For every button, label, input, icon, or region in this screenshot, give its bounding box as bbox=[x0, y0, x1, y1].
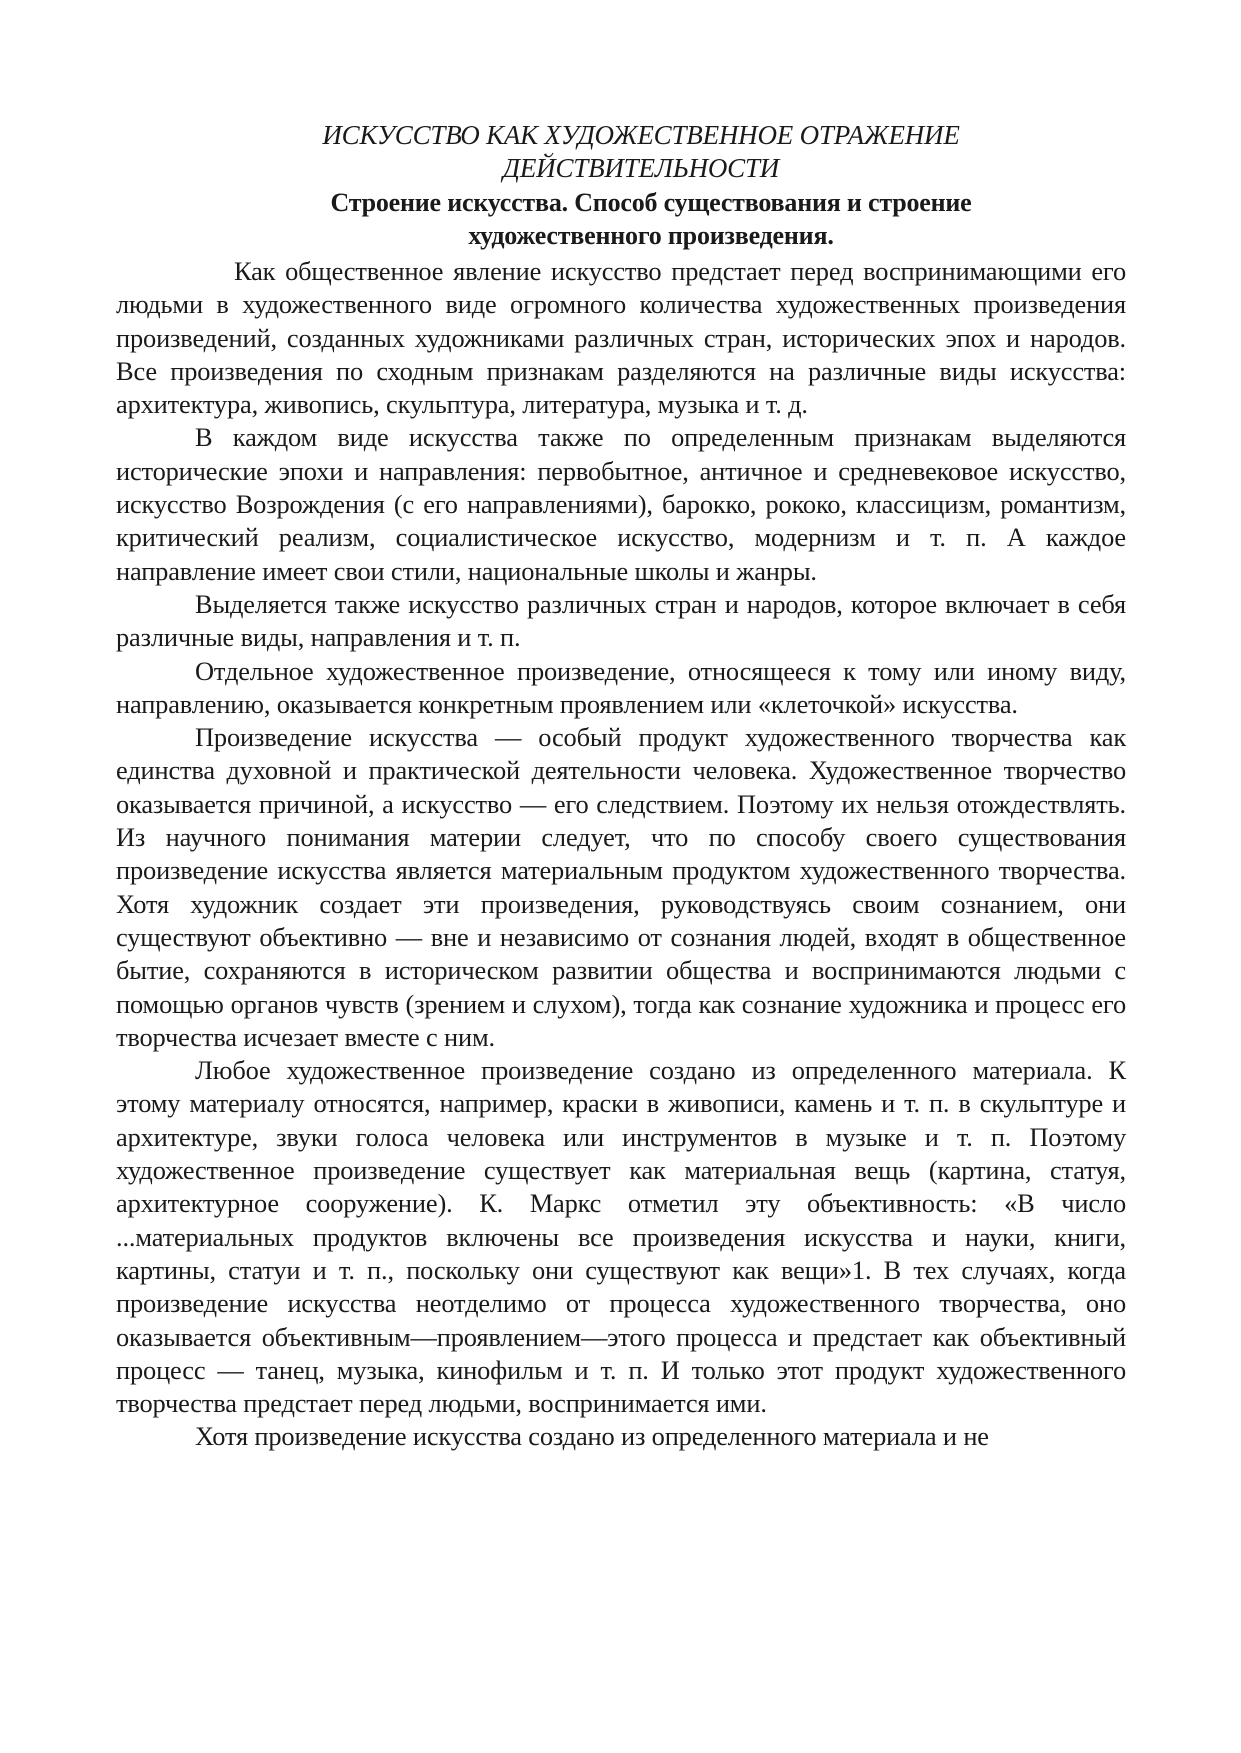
paragraph-5: Произведение искусства — особый продукт художественного творчества как единства духовной и практической деятельности человека. Художественное творчество оказывается причиной, а искусство — его следствием. Поэтому их нельзя отождествлять. Из научного понимания материи следует, что по способу своего существования произведение искусства является материальным продуктом художественного творчества. Хотя художник создает эти произведения, руководствуясь своим сознанием, они существуют объективно — вне и независимо от сознания людей, входят в общественное бытие, сохраняются в историческом развитии общества и воспринимаются людьми с помощью органов чувств (зрением и слухом), тогда как сознание художника и процесс его творчества исчезает вместе с ним. bbox=[116, 722, 1126, 1052]
paragraph-7: Хотя произведение искусства создано из определенного материала и не bbox=[195, 1421, 989, 1452]
section-heading-line-1: Строение искусства. Способ существования и строение bbox=[330, 188, 972, 217]
paragraph-1: Как общественное явление искусство предстает перед воспринимающими его людьми в художественного виде огромного количества художественных произведения произведений, созданных художниками различных стран, исторических эпох и народов. Все произведения по сходным признакам разделяются на различные виды искусства: архитектура, живопись, скульптура, литература, музыка и т. д. bbox=[116, 256, 1126, 420]
paragraph-6: Любое художественное произведение создано из определенного материала. К этому материалу относятся, например, краски в живописи, камень и т. п. в скульптуре и архитектуре, звуки голоса человека или инструментов в музыке и т. п. Поэтому художественное произведение существует как материальная вещь (картина, статуя, архитектурное сооружение). К. Маркс отметил эту объективность: «В число ...материальных продуктов включены все произведения искусства и науки, книги, картины, статуи и т. п., поскольку они существуют как вещи»1. В тех случаях, когда произведение искусства неотделимо от процесса художественного творчества, оно оказывается объективным—проявлением—этого процесса и предстает как объективный процесс — танец, музыка, кинофильм и т. п. И только этот продукт художественного творчества предстает перед людьми, воспринимается ими. bbox=[116, 1055, 1126, 1419]
paragraph-4: Отдельное художественное произведение, относящееся к тому или иному виду, направлению, оказывается конкретным проявлением или «клеточкой» искусства. bbox=[116, 655, 1126, 719]
document-body bbox=[116, 255, 1126, 1454]
document-title-line-2: ДЕЙСТВИТЕЛЬНОСТИ bbox=[502, 153, 780, 183]
section-heading-line-2: художественного произведения. bbox=[468, 221, 834, 250]
paragraph-3: Выделяется также искусство различных стран и народов, которое включает в себя различные виды, направления и т. п. bbox=[116, 588, 1126, 653]
paragraph-2: В каждом виде искусства также по определенным признакам выделяются исторические эпохи и направления: первобытное, античное и средневековое искусство, искусство Возрождения (с его направлениями), барокко, рококо, классицизм, романтизм, критический реализм, социалистическое искусство, модернизм и т. п. А каждое направление имеет свои стили, национальные школы и жанры. bbox=[116, 422, 1126, 586]
document-title-line-1: ИСКУССТВО КАК ХУДОЖЕСТВЕННОЕ ОТРАЖЕНИЕ bbox=[322, 120, 960, 150]
